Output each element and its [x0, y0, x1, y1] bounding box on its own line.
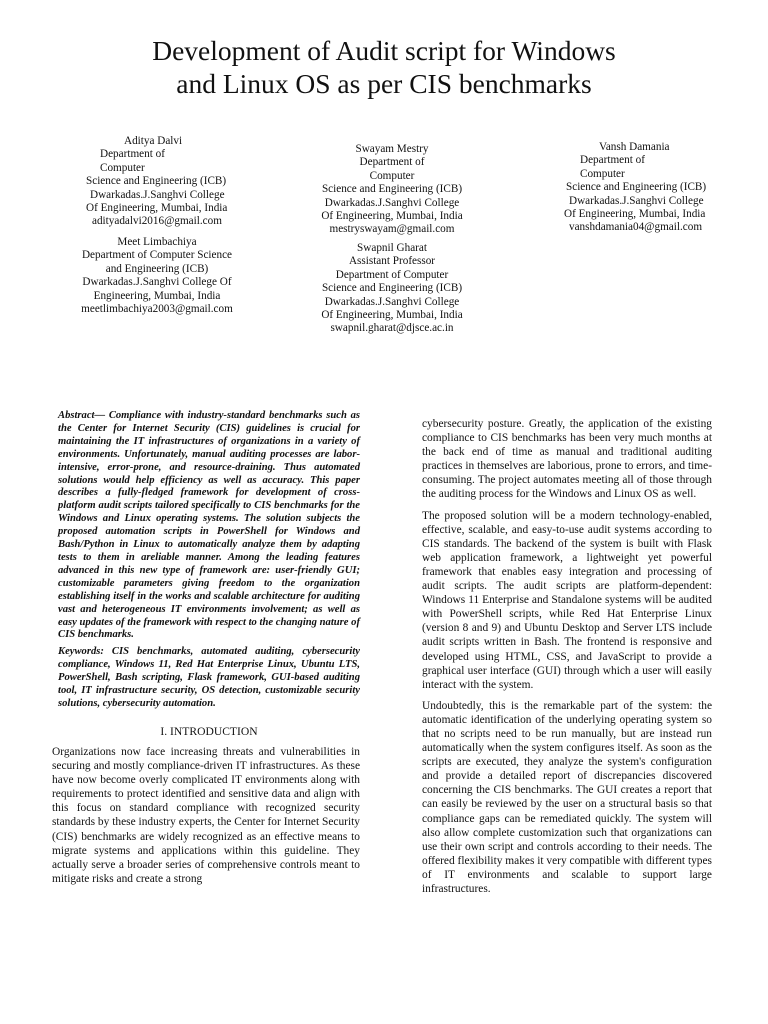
author-affiliation: Department of	[100, 148, 165, 161]
keywords-paragraph	[58, 646, 360, 711]
author-block-vansh	[564, 141, 714, 235]
author-affiliation: Department of Computer Science	[81, 249, 233, 262]
author-affiliation: Dwarkadas.J.Sanghvi College	[324, 196, 460, 209]
author-affiliation: Computer	[369, 169, 415, 182]
paper-title	[60, 34, 708, 100]
title-line-2: and Linux OS as per CIS benchmarks	[176, 68, 592, 99]
author-email: mestryswayam@gmail.com	[329, 223, 455, 236]
author-affiliation: Department of Computer	[335, 268, 449, 281]
author-affiliation: Science and Engineering (ICB)	[566, 181, 707, 194]
author-name: Swayam Mestry	[355, 143, 429, 155]
author-affiliation: Department of	[359, 156, 425, 169]
author-affiliation: and Engineering (ICB)	[105, 262, 209, 275]
author-affiliation: Of Engineering, Mumbai, India	[564, 208, 706, 221]
author-affiliation: Computer	[580, 167, 625, 180]
author-email: meetlimbachiya2003@gmail.com	[81, 303, 233, 316]
keywords-label: Keywords:	[58, 646, 104, 658]
author-title: Assistant Professor	[348, 255, 436, 268]
right-column	[422, 417, 712, 903]
abstract-text: Compliance with industry-standard benchmarks such as the Center for Internet Security (CIS) guidelines is crucial for maintaining the IT infrastructures of organizations in a variety of environments. Unfortunately, manual auditing processes are labor-intensive, error-prone, and resource-draining. Thus automated solutions would help efficiency as well as accuracy. This paper describes a fully-fledged framework for development of cross-platform audit scripts tailored specifically to CIS benchmarks for the Windows and Linux operating systems. The solution subjects the proposed automation scripts in PowerShell for Windows and Bash/Python in Linux to automatically analyze them by adapting tests to them in areliable manner. Among the leading features advanced in this new type of framework are: user-friendly GUI; customizable parameters giving freedom to the organization establishing itself in the works and scalable architecture for auditing vast and heterogeneous IT environments involvement; as well as easy updates of the framework with respect to the changing nature of CIS benchmarks.	[58, 410, 360, 641]
author-name: Aditya Dalvi	[124, 135, 183, 147]
author-affiliation: Science and Engineering (ICB)	[321, 282, 463, 295]
author-affiliation: Computer	[100, 161, 145, 174]
author-affiliation: Dwarkadas.J.Sanghvi College Of	[82, 276, 232, 289]
body-paragraph: cybersecurity posture. Greatly, the application of the existing compliance to CIS benchmarks has been very much months at the back end of time as manual and traditional auditing practices in themselves are laborious, prone to errors, and time-consuming. The project automates meeting all of those through the auditing process for the Windows and Linux OS as well.	[422, 418, 712, 501]
abstract-label: Abstract	[58, 410, 95, 421]
abstract-paragraph	[58, 410, 360, 642]
author-affiliation: Dwarkadas.J.Sanghvi College	[324, 295, 460, 308]
keywords-text: CIS benchmarks, automated auditing, cybersecurity compliance, Windows 11, Red Hat Enterprise Linux, Ubuntu LTS, PowerShell, Bash scripting, Flask framework, GUI-based auditing tool, IT infrastructure security, OS detection, customizable security solutions, cybersecurity automation.	[58, 646, 360, 709]
title-line-1: Development of Audit script for Windows	[152, 35, 616, 66]
author-affiliation: Dwarkadas.J.Sanghvi College	[90, 188, 225, 201]
author-affiliation: Science and Engineering (ICB)	[86, 175, 227, 188]
left-column	[52, 410, 360, 893]
author-block-meet	[72, 236, 242, 316]
author-block-swapnil	[312, 242, 472, 336]
author-affiliation: Engineering, Mumbai, India	[93, 289, 221, 302]
author-block-swayam	[312, 143, 472, 237]
author-email: adityadalvi2016@gmail.com	[92, 215, 222, 228]
author-affiliation: Department of	[580, 154, 645, 167]
author-affiliation: Of Engineering, Mumbai, India	[86, 202, 228, 215]
author-email: swapnil.gharat@djsce.ac.in	[330, 322, 454, 335]
abstract	[58, 410, 360, 711]
author-affiliation: Of Engineering, Mumbai, India	[321, 309, 463, 322]
author-block-aditya	[84, 135, 242, 229]
abstract-dash: —	[94, 410, 106, 421]
author-name: Vansh Damania	[599, 141, 670, 153]
author-email: vanshdamania04@gmail.com	[569, 221, 703, 234]
section-heading-introduction: I. INTRODUCTION	[160, 724, 258, 738]
body-paragraph: The proposed solution will be a modern technology-enabled, effective, scalable, and easy-to-use audit systems according to CIS standards. The backend of the system is built with Flask web application framework, a lightweight yet powerful framework that enables easy integration and processing of audit scripts. The audit scripts are platform-dependent: Windows 11 Enterprise and Standalone systems will be audited with PowerShell scripts, while Red Hat Enterprise Linux (version 8 and 9) and Ubuntu Desktop and Server LTS include audit scripts written in Bash. The frontend is responsive and developed using HTML, CSS, and JavaScript to provide a graphical user interface (GUI) through which a user will easily interact with the system.	[422, 509, 712, 691]
author-name: Meet Limbachiya	[117, 236, 197, 248]
body-paragraph: Undoubtedly, this is the remarkable part of the system: the automatic identification of the underlying operating system so that no scripts need to be run manually, but are instead run automatically when the system configures itself. As soon as the scripts are executed, they analyze the system's configuration and provide a detailed report of discrepancies discovered concerning the CIS benchmarks. The GUI creates a report that can easily be reviewed by the user on a structural basis so that compliance gaps can be remediated quickly. The system will also allow complete customization such that organizations can use their own script and controls according to their needs. The offered flexibility makes it very compatible with different types of IT environments and scalable to support large infrastructures.	[422, 699, 712, 895]
author-name: Swapnil Gharat	[357, 242, 427, 254]
author-affiliation: Of Engineering, Mumbai, India	[321, 210, 463, 223]
author-affiliation: Science and Engineering (ICB)	[321, 183, 463, 196]
author-affiliation: Dwarkadas.J.Sanghvi College	[569, 194, 704, 207]
intro-paragraph: Organizations now face increasing threats and vulnerabilities in securing and mostly compliance-driven IT infrastructures. As these have now become overly complicated IT environments along with requirements to protect identified and sensitive data and align with this focus on standard compliance with recognized security standards by these industry experts, the Center for Internet Security (CIS) benchmarks are widely recognized as an effective means to migrate systems and applications within this guideline. They actually serve a broader series of comprehensive controls meant to mitigate risks and create a strong	[52, 745, 360, 885]
